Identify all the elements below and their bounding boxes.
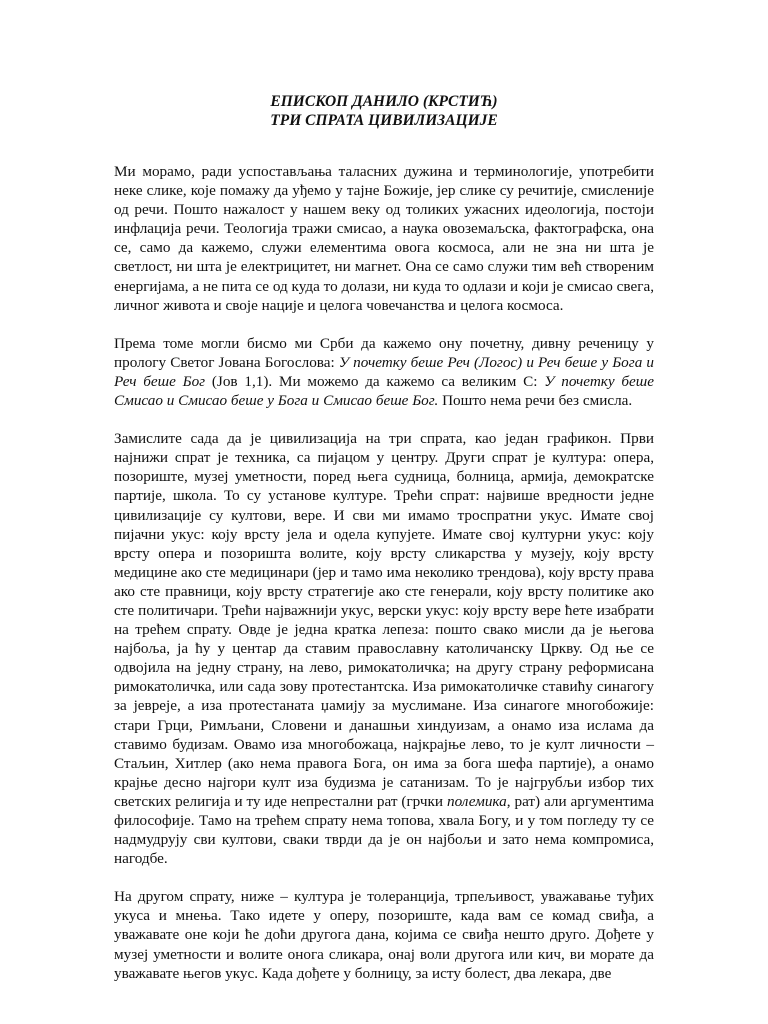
paragraph-2-text-e: Пошто нема речи без смисла. xyxy=(438,392,633,410)
paragraph-3-text-a: Замислите сада да је цивилизација на три спрата, као један графикон. Први најнижи спрат је техника, са пијацом у центру. Други спрат је култура: опера, позориште, музеј уметности, поред њега судница, болница, армија, демократске партије, школа. То су установе културе. Трећи спрат: највише вредности једне цивилизације су култови, вере. И сви ми имамо троспратни укус. Имате свој пијачни укус: коју врсту јела и одела купујете. Имате свој културни укус: коју врсту опера и позоришта волите, коју врсту сликарства у музеју, коју врсту медицине ако сте медицинари (јер и тамо има неколико трендова), коју врсту права ако сте правници, коју врсту стратегије ако сте генерали, коју врсту политике ако сте политичари. Трећи најважнији укус, верски укус: коју врсту вере ћете изабрати на трећем спрату. Овде је једна кратка лепеза: пошто свако мисли да је његова најбоља, ја ћу у центар да ставим православну католичанску Цркву. Од ње се одвојила на једну страну, на лево, римокатоличка; на другу страну реформисана римокатоличка, или сада зову протестантска. Иза римокатоличке ставићу синагогу за јевреје, а иза протестаната џамију за муслимане. Иза синагоге многобожије: стари Грци, Римљани, Словени и данашњи хиндуизам, а онамо иза ислама да ставимо будизам. Овамо иза многобожаца, најкрајње лево, то је култ личности – Стаљин, Хитлер (ако нема правога Бога, он има за бога шефа партије), а онамо крајње десно најгори култ иза будизма је сатанизам. То је најгрубљи избор тих светских религија и ту иде непрестални рат (грчки xyxy=(114,430,654,810)
paragraph-3-text-c: , рат) али аргументима философије. Тамо на трећем спрату нема топова, хвала Богу, и у том погледу ту се надмудрују сви култови, сваки тврди да је он најбољи и зато нема компромиса, нагодбе. xyxy=(114,792,654,868)
document-page xyxy=(114,92,654,1002)
paragraph-2-quote-2: У почетку беше Смисао и Смисао беше у Бога и Смисао беше Бог. xyxy=(114,372,655,410)
paragraph-3-term: полемика xyxy=(446,792,507,810)
paragraph-2 xyxy=(114,334,654,410)
paragraph-2-text-c: (Јов 1,1). Ми можемо да кажемо са великим С: xyxy=(205,372,545,390)
document-title: ТРИ СПРАТА ЦИВИЛИЗАЦИЈЕ xyxy=(270,112,498,129)
paragraph-2-text-a: Према томе могли бисмо ми Срби да кажемо ону почетну, дивну реченицу у прологу Светог Јована Богослова: xyxy=(114,334,654,371)
document-heading xyxy=(114,92,654,130)
paragraph-4: На другом спрату, ниже – култура је толеранција, трпељивост, уважавање туђих укуса и мнења. Тако идете у оперу, позориште, када вам се комад свиђа, а уважавате оне који ће доћи другога дана, којима се свиђа нешто друго. Дођете у музеј уметности и волите онога сликара, онај воли другога или кич, ви морате да уважавате његов укус. Када дођете у болницу, за исту болест, два лекара, две xyxy=(114,888,654,982)
paragraph-2-quote-1: У почетку беше Реч (Логос) и Реч беше у Бога и Реч беше Бог xyxy=(114,353,654,390)
heading-spacer xyxy=(114,130,654,162)
paragraph-1: Ми морамо, ради успостављања таласних дужина и терминологије, употребити неке слике, које помажу да уђемо у тајне Божије, јер слике су речитије, смисленије од речи. Пошто нажалост у нашем веку од толиких ужасних идеологија, постоји инфлација речи. Теологија тражи смисао, а наука овоземаљска, фактографска, она се, само да кажемо, служи елементима овога космоса, али не зна ни шта је светлост, ни шта је електрицитет, ни магнет. Она се само служи тим већ створеним енергијама, а не пита се од куда то долази, ни куда то одлази и који је смисао свега, личног живота и своје нације и целога човечанства и целога космоса. xyxy=(114,163,654,314)
paragraph-3 xyxy=(114,429,654,868)
author-title: ЕПИСКОП ДАНИЛО (КРСТИЋ) xyxy=(270,93,498,110)
